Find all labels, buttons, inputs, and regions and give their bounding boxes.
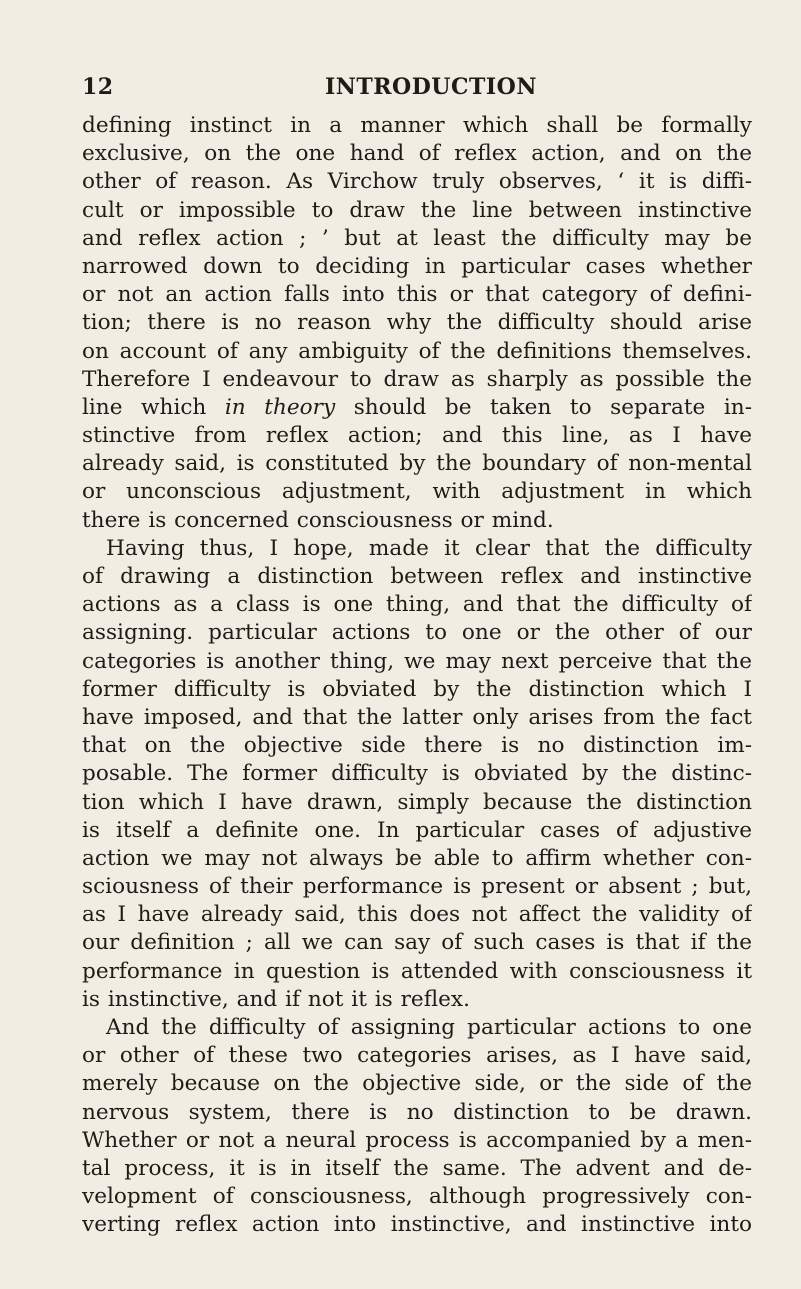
- text-line: nervous system, there is no distinction to be drawn.: [82, 1099, 752, 1125]
- running-head: INTRODUCTION: [325, 74, 537, 100]
- text-line: Having thus, I hope, made it clear that the difficulty: [106, 535, 752, 561]
- text-line: merely because on the objective side, or the side of the: [82, 1071, 752, 1097]
- text-line: action we may not always be able to affirm whether con-: [82, 845, 752, 871]
- text-line: tion which I have drawn, simply because the distinction: [82, 789, 752, 815]
- text-line: is itself a definite one. In particular cases of adjustive: [82, 817, 752, 843]
- text-line: on account of any ambiguity of the definitions themselves.: [82, 338, 752, 364]
- text-line: there is concerned consciousness or mind.: [82, 507, 554, 533]
- text-line: or not an action falls into this or that category of defini-: [82, 282, 752, 308]
- page-header: [82, 60, 752, 104]
- text-line: tion; there is no reason why the difficulty should arise: [82, 310, 752, 336]
- text-line: posable. The former difficulty is obviated by the distinc-: [82, 761, 752, 787]
- text-line: and reflex action ; ’ but at least the difficulty may be: [82, 225, 752, 251]
- text-line: velopment of consciousness, although progressively con-: [82, 1184, 752, 1210]
- page-number: 12: [82, 74, 114, 100]
- text-line: of drawing a distinction between reflex and instinctive: [82, 564, 752, 589]
- text-line: is instinctive, and if not it is reflex.: [82, 986, 470, 1012]
- text-line: that on the objective side there is no distinction im-: [82, 733, 752, 759]
- text-line: narrowed down to deciding in particular cases whether: [82, 253, 752, 279]
- text-line: or unconscious adjustment, with adjustment in which: [82, 479, 752, 505]
- text-line: performance in question is attended with consciousness it: [82, 958, 752, 984]
- text-line: Therefore I endeavour to draw as sharply as possible the: [82, 366, 752, 392]
- text-line: as I have already said, this does not affect the validity of: [82, 902, 752, 928]
- text-line: verting reflex action into instinctive, and instinctive into: [82, 1212, 752, 1238]
- text-line: actions as a class is one thing, and that the difficulty of: [82, 592, 752, 618]
- text-line: tal process, it is in itself the same. The advent and de-: [82, 1155, 752, 1181]
- text-line: sciousness of their performance is present or absent ; but,: [82, 874, 752, 900]
- text-line: have imposed, and that the latter only arises from the fact: [82, 704, 752, 730]
- text-line: already said, is constituted by the boundary of non-mental: [82, 451, 752, 477]
- text-line: defining instinct in a manner which shall be formally: [82, 113, 752, 138]
- italic-phrase: in theory: [224, 394, 336, 420]
- text-line: our definition ; all we can say of such cases is that if the: [82, 930, 752, 956]
- text-line: other of reason. As Virchow truly observes, ‘ it is diffi-: [82, 169, 752, 195]
- text-line: assigning. particular actions to one or the other of our: [82, 620, 752, 646]
- book-page: [82, 60, 752, 1260]
- text-line: former difficulty is obviated by the distinction which I: [82, 676, 752, 702]
- body-text: [82, 112, 752, 1240]
- text-line: exclusive, on the one hand of reflex action, and on the: [82, 141, 752, 167]
- text-line-with-italic: [82, 394, 752, 422]
- text-segment: line which: [82, 394, 225, 420]
- text-line: categories is another thing, we may next perceive that the: [82, 648, 752, 674]
- text-line: stinctive from reflex action; and this line, as I have: [82, 423, 752, 449]
- text-line: cult or impossible to draw the line between instinctive: [82, 197, 752, 223]
- text-segment: should be taken to separate in-: [335, 394, 752, 420]
- text-line: Whether or not a neural process is accompanied by a men-: [82, 1127, 752, 1153]
- text-line: or other of these two categories arises, as I have said,: [82, 1043, 752, 1069]
- text-line: And the difficulty of assigning particular actions to one: [106, 1015, 752, 1040]
